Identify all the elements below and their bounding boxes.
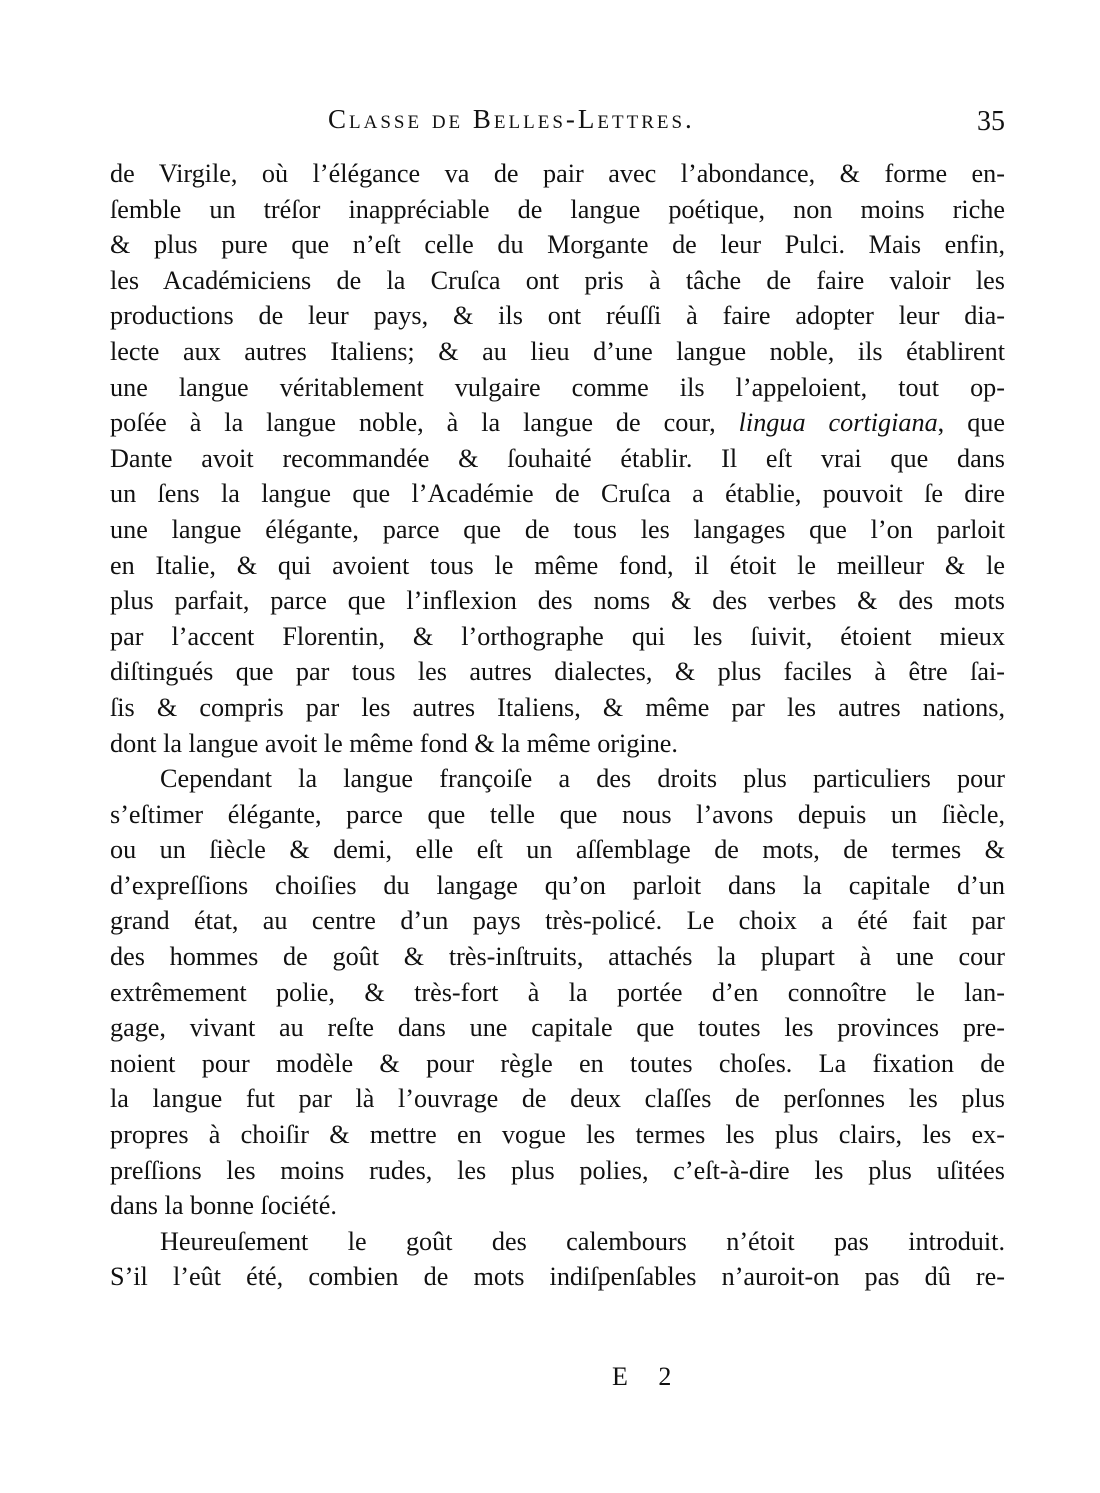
text-line: Heureuſement le goût des calembours n’étoit pas introduit.	[160, 1226, 1005, 1256]
text-line: un ſens la langue que l’Académie de Cruſca a établie, pouvoit ſe dire	[110, 479, 1005, 509]
text-line: diſtingués que par tous les autres dialectes, & plus faciles à être ſai-	[110, 657, 1005, 687]
text-line: dans la bonne ſociété.	[110, 1191, 337, 1221]
text-line: grand état, au centre d’un pays très-policé. Le choix a été fait par	[110, 906, 1005, 936]
text-line: plus parfait, parce que l’inflexion des noms & des verbes & des mots	[110, 586, 1005, 616]
text-line: en Italie, & qui avoient tous le même fond, il étoit le meilleur & le	[110, 550, 1005, 580]
text-line: productions de leur pays, & ils ont réuſſi à faire adopter leur dia-	[110, 301, 1005, 331]
text-line: Dante avoit recommandée & ſouhaité établir. Il eſt vrai que dans	[110, 443, 1005, 473]
text-line: les Académiciens de la Cruſca ont pris à tâche de faire valoir les	[110, 265, 1005, 295]
text-line: par l’accent Florentin, & l’orthographe qui les ſuivit, étoient mieux	[110, 621, 1005, 651]
text-line: la langue fut par là l’ouvrage de deux claſſes de perſonnes les plus	[110, 1084, 1005, 1114]
text-line: gage, vivant au reſte dans une capitale que toutes les provinces pre-	[110, 1013, 1005, 1043]
text-line: preſſions les moins rudes, les plus polies, c’eſt-à-dire les plus uſitées	[110, 1155, 1005, 1185]
text-line: & plus pure que n’eſt celle du Morgante de leur Pulci. Mais enfin,	[110, 230, 1005, 260]
text-line: des hommes de goût & très-inſtruits, attachés la plupart à une cour	[110, 942, 1005, 972]
body-text	[110, 156, 1005, 1295]
text-line: s’eſtimer élégante, parce que telle que nous l’avons depuis un ſiècle,	[110, 799, 1005, 829]
italic-phrase: lingua cortigiana	[738, 408, 938, 438]
running-head	[110, 100, 1005, 140]
running-head-title: Classe de Belles-Lettres.	[328, 104, 695, 134]
text-line: une langue élégante, parce que de tous les langages que l’on parloit	[110, 514, 1005, 544]
page-number: 35	[977, 106, 1005, 137]
text-segment: , que	[937, 408, 1005, 438]
signature-mark: E 2	[612, 1362, 684, 1391]
text-line: de Virgile, où l’élégance va de pair avec l’abondance, & forme en-	[110, 159, 1005, 188]
text-line: Cependant la langue françoiſe a des droits plus particuliers pour	[160, 764, 1005, 794]
text-line: ſis & compris par les autres Italiens, & même par les autres nations,	[110, 692, 1005, 722]
text-line: ou un ſiècle & demi, elle eſt un aſſemblage de mots, de termes &	[110, 835, 1005, 865]
text-line: propres à choiſir & mettre en vogue les termes les plus clairs, les ex-	[110, 1120, 1005, 1150]
text-line: lecte aux autres Italiens; & au lieu d’une langue noble, ils établirent	[110, 336, 1005, 366]
text-line: ſemble un tréſor inappréciable de langue poétique, non moins riche	[110, 194, 1005, 224]
text-line: dont la langue avoit le même fond & la même origine.	[110, 728, 678, 758]
text-line: S’il l’eût été, combien de mots indiſpenſables n’auroit-on pas dû re-	[110, 1262, 1005, 1292]
text-line: d’expreſſions choiſies du langage qu’on parloit dans la capitale d’un	[110, 870, 1005, 900]
text-line: noient pour modèle & pour règle en toutes choſes. La fixation de	[110, 1048, 1005, 1078]
text-line: une langue véritablement vulgaire comme ils l’appeloient, tout op-	[110, 372, 1005, 402]
text-line: extrêmement polie, & très-fort à la portée d’en connoître le lan-	[110, 977, 1005, 1007]
text-segment: poſée à la langue noble, à la langue de cour,	[110, 408, 739, 438]
text-line	[110, 405, 1005, 441]
